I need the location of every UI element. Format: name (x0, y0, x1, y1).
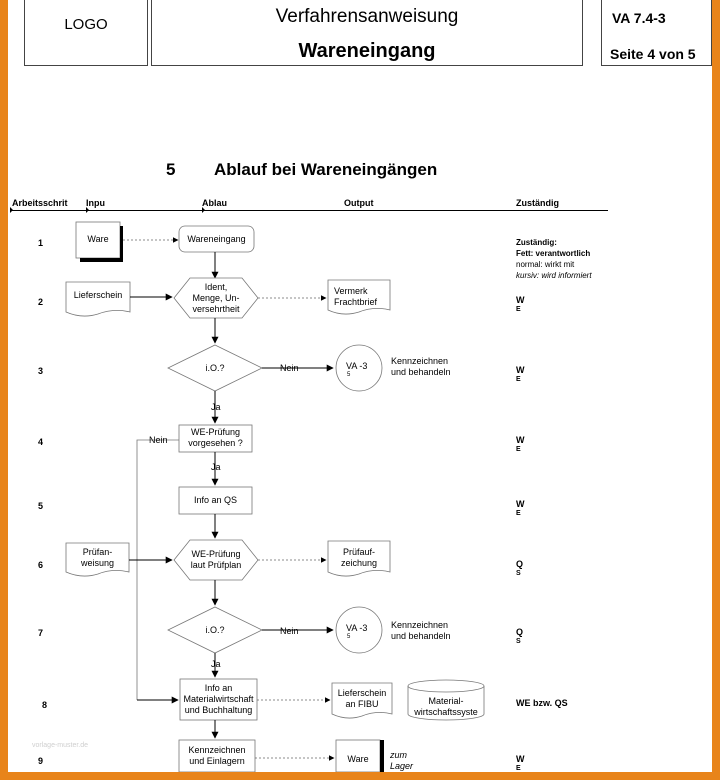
responsible-entry: W E (516, 435, 525, 453)
kennz-einlagern-label: Kennzeichnen und Einlagern (188, 745, 246, 766)
document-page (8, 0, 712, 772)
nein-label: Nein (280, 363, 299, 373)
doc-id: VA 7.4-3 (612, 10, 666, 26)
nein-left-label: Nein (149, 435, 168, 445)
col-responsible: Zuständig (516, 198, 559, 208)
responsible-entry: WE bzw. QS (516, 698, 568, 708)
responsible-entry: Q S (516, 559, 524, 577)
pruefaufzeichnung-label: Prüfauf- zeichung (340, 547, 378, 568)
connector (137, 440, 179, 700)
tick-mark (10, 207, 13, 213)
column-ticks (10, 207, 205, 213)
legend-title: Zuständig: (516, 238, 557, 247)
legend-italic: kursiv: wird informiert (516, 271, 592, 280)
step-number: 2 (38, 297, 44, 307)
step-number: 4 (38, 437, 44, 447)
flowchart (8, 0, 712, 772)
legend-normal: normal: wirkt mit (516, 260, 575, 269)
step-number: 3 (38, 366, 44, 376)
pruefanweisung-label: Prüfan- weisung (80, 547, 115, 568)
lieferschein-label: Lieferschein (73, 290, 123, 300)
io-decision-1-label: i.O.? (205, 363, 225, 373)
ja-label: Ja (211, 462, 221, 472)
tick-mark (202, 207, 205, 213)
info-qs-label: Info an QS (193, 495, 238, 505)
zum-lager-label: zum Lager (390, 750, 414, 771)
page-number: Seite 4 von 5 (610, 46, 696, 62)
step-number: 1 (38, 238, 44, 248)
we-pruefplan-label: WE-Prüfung laut Prüfplan (190, 549, 242, 570)
responsible-entry: Q S (516, 627, 524, 645)
step-number: 5 (38, 501, 44, 511)
watermark: vorlage-muster.de (32, 742, 89, 749)
kennzeichnen-2-label: Kennzeichnen und behandeln (391, 620, 451, 641)
responsible-entry: W E (516, 499, 525, 517)
document-type: Verfahrensanweisung (275, 6, 459, 27)
col-output: Output (344, 198, 374, 208)
ident-label: Ident, Menge, Un- versehrtheit (192, 282, 240, 314)
step-number: 9 (38, 756, 44, 766)
info-mw-label: Info an Materialwirtschaft und Buchhaltung (183, 683, 254, 715)
col-input: Inpu (86, 198, 105, 208)
step-number: 6 (38, 560, 44, 570)
responsible-entry: W E (516, 295, 525, 313)
ja-label: Ja (211, 402, 221, 412)
va-reference-1-sub: 5 (347, 372, 351, 378)
step-number: 8 (42, 700, 48, 710)
va-reference-2-label: VA -3 (346, 623, 368, 633)
materialwirtschaft-label: Material- wirtschaftssyste (414, 696, 478, 717)
box-shadow (380, 740, 384, 772)
wareneingang-label: Wareneingang (187, 234, 246, 244)
kennzeichnen-1-label: Kennzeichnen und behandeln (391, 356, 451, 377)
legend-bold: Fett: verantwortlich (516, 249, 591, 258)
va-reference-1-label: VA -3 (346, 361, 368, 371)
nein-label: Nein (280, 626, 299, 636)
section-number: 5 (166, 160, 176, 179)
ja-label: Ja (211, 659, 221, 669)
ware-output-label: Ware (347, 754, 369, 764)
logo-text: LOGO (64, 16, 108, 33)
col-process: Ablau (202, 198, 228, 208)
database-top (408, 680, 484, 692)
va-reference-2-sub: 5 (347, 634, 351, 640)
we-pruefung-label: WE-Prüfung vorgesehen ? (188, 427, 243, 448)
ware-input-label: Ware (87, 234, 109, 244)
responsible-entry: W E (516, 365, 525, 383)
col-step: Arbeitsschrit (12, 198, 68, 208)
step-number: 7 (38, 628, 44, 638)
io-decision-2-label: i.O.? (205, 625, 225, 635)
section-title: Ablauf bei Wareneingängen (214, 160, 438, 179)
tick-mark (86, 207, 89, 213)
responsible-entry: W E (516, 754, 525, 772)
document-title: Wareneingang (298, 40, 436, 62)
vermerk-label: Vermerk Frachtbrief (334, 286, 378, 307)
lieferschein-fibu-label: Lieferschein an FIBU (337, 688, 387, 709)
